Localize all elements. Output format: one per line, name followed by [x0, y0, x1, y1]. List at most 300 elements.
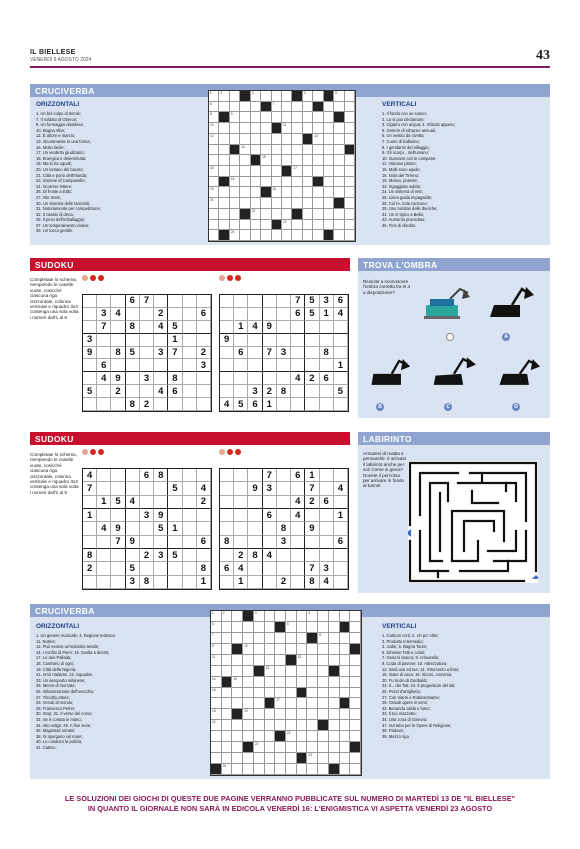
sudoku-cell[interactable] — [248, 562, 262, 575]
sudoku-cell[interactable] — [277, 295, 291, 308]
crossword-cell[interactable] — [219, 155, 229, 166]
crossword-cell[interactable] — [350, 633, 361, 644]
crossword-cell[interactable] — [232, 622, 243, 633]
crossword-cell[interactable] — [272, 145, 282, 156]
sudoku-cell[interactable] — [291, 385, 305, 398]
crossword-cell[interactable] — [307, 709, 318, 720]
crossword-cell[interactable] — [303, 155, 313, 166]
sudoku-cell[interactable] — [183, 321, 197, 334]
sudoku-cell[interactable] — [291, 549, 305, 562]
crossword-cell[interactable] — [292, 187, 302, 198]
crossword-cell[interactable] — [261, 91, 271, 102]
crossword-cell[interactable] — [324, 220, 334, 231]
crossword-cell[interactable] — [350, 720, 361, 731]
crossword-cell[interactable]: 5 — [211, 622, 222, 633]
crossword-cell[interactable] — [240, 123, 250, 134]
sudoku-1b-grid[interactable] — [219, 294, 349, 412]
sudoku-cell[interactable] — [168, 295, 182, 308]
crossword-cell[interactable] — [275, 709, 286, 720]
crossword-cell[interactable] — [303, 187, 313, 198]
crossword-cell[interactable] — [209, 220, 219, 231]
sudoku-cell[interactable] — [126, 359, 140, 372]
sudoku-cell[interactable] — [168, 536, 182, 549]
crossword-cell[interactable] — [240, 155, 250, 166]
crossword-cell[interactable] — [219, 102, 229, 113]
crossword-cell[interactable] — [243, 753, 254, 764]
crossword-2-grid[interactable] — [210, 610, 362, 776]
crossword-cell[interactable] — [350, 753, 361, 764]
crossword-cell[interactable]: 15 — [261, 155, 271, 166]
crossword-cell[interactable]: 9 — [211, 644, 222, 655]
crossword-cell[interactable] — [313, 145, 323, 156]
crossword-cell[interactable] — [251, 102, 261, 113]
sudoku-cell[interactable] — [111, 562, 125, 575]
sudoku-cell[interactable] — [334, 334, 348, 347]
crossword-cell[interactable]: 21 — [209, 198, 219, 209]
crossword-cell[interactable] — [261, 134, 271, 145]
sudoku-cell[interactable] — [277, 469, 291, 482]
sudoku-cell[interactable] — [291, 576, 305, 589]
crossword-cell[interactable] — [334, 155, 344, 166]
sudoku-cell[interactable] — [248, 359, 262, 372]
sudoku-cell[interactable] — [277, 482, 291, 495]
crossword-cell[interactable] — [254, 622, 265, 633]
sudoku-cell[interactable] — [263, 562, 277, 575]
crossword-cell[interactable]: 19 — [209, 187, 219, 198]
crossword-cell[interactable] — [275, 764, 286, 775]
crossword-cell[interactable] — [292, 198, 302, 209]
sudoku-cell[interactable] — [291, 536, 305, 549]
sudoku-cell[interactable] — [291, 398, 305, 411]
crossword-cell[interactable] — [243, 677, 254, 688]
crossword-cell[interactable] — [219, 134, 229, 145]
sudoku-cell[interactable] — [154, 482, 168, 495]
crossword-cell[interactable] — [286, 709, 297, 720]
sudoku-cell[interactable] — [126, 509, 140, 522]
sudoku-cell[interactable] — [234, 469, 248, 482]
crossword-cell[interactable] — [232, 655, 243, 666]
crossword-cell[interactable] — [313, 198, 323, 209]
crossword-cell[interactable] — [303, 198, 313, 209]
sudoku-cell[interactable] — [183, 496, 197, 509]
crossword-cell[interactable]: 6 — [209, 102, 219, 113]
sudoku-cell[interactable] — [220, 482, 234, 495]
crossword-cell[interactable] — [340, 764, 351, 775]
crossword-cell[interactable] — [222, 753, 233, 764]
crossword-cell[interactable] — [211, 731, 222, 742]
crossword-cell[interactable] — [329, 742, 340, 753]
crossword-cell[interactable] — [324, 209, 334, 220]
sudoku-cell[interactable] — [97, 347, 111, 360]
sudoku-cell[interactable] — [183, 385, 197, 398]
crossword-cell[interactable]: 12 — [297, 655, 308, 666]
sudoku-cell[interactable] — [277, 321, 291, 334]
crossword-cell[interactable] — [345, 102, 355, 113]
crossword-cell[interactable]: 11 — [282, 123, 292, 134]
crossword-cell[interactable] — [286, 720, 297, 731]
crossword-cell[interactable] — [307, 731, 318, 742]
crossword-cell[interactable] — [318, 655, 329, 666]
crossword-cell[interactable] — [340, 677, 351, 688]
crossword-cell[interactable] — [318, 611, 329, 622]
crossword-cell[interactable] — [230, 91, 240, 102]
crossword-cell[interactable] — [222, 655, 233, 666]
sudoku-cell[interactable] — [277, 562, 291, 575]
sudoku-cell[interactable] — [234, 295, 248, 308]
crossword-cell[interactable] — [318, 677, 329, 688]
crossword-cell[interactable] — [230, 220, 240, 231]
crossword-cell[interactable] — [292, 145, 302, 156]
sudoku-cell[interactable] — [220, 509, 234, 522]
sudoku-cell[interactable] — [234, 334, 248, 347]
crossword-cell[interactable] — [232, 764, 243, 775]
crossword-cell[interactable] — [251, 177, 261, 188]
crossword-cell[interactable] — [292, 112, 302, 123]
crossword-cell[interactable] — [240, 230, 250, 241]
sudoku-cell[interactable] — [220, 496, 234, 509]
sudoku-cell[interactable] — [168, 308, 182, 321]
sudoku-cell[interactable] — [183, 372, 197, 385]
crossword-cell[interactable] — [292, 177, 302, 188]
sudoku-cell[interactable] — [197, 372, 211, 385]
crossword-cell[interactable] — [286, 666, 297, 677]
crossword-cell[interactable] — [222, 731, 233, 742]
crossword-cell[interactable] — [232, 753, 243, 764]
crossword-cell[interactable] — [297, 720, 308, 731]
sudoku-cell[interactable] — [334, 398, 348, 411]
crossword-cell[interactable] — [265, 611, 276, 622]
crossword-cell[interactable] — [222, 742, 233, 753]
crossword-cell[interactable] — [275, 753, 286, 764]
crossword-cell[interactable] — [318, 666, 329, 677]
crossword-cell[interactable] — [297, 677, 308, 688]
sudoku-cell[interactable] — [248, 295, 262, 308]
crossword-cell[interactable] — [254, 709, 265, 720]
sudoku-cell[interactable] — [248, 372, 262, 385]
crossword-cell[interactable] — [230, 123, 240, 134]
sudoku-cell[interactable] — [248, 334, 262, 347]
sudoku-cell[interactable] — [197, 509, 211, 522]
crossword-cell[interactable] — [254, 698, 265, 709]
crossword-cell[interactable] — [230, 134, 240, 145]
crossword-cell[interactable] — [265, 677, 276, 688]
crossword-cell[interactable] — [318, 644, 329, 655]
crossword-cell[interactable] — [272, 112, 282, 123]
crossword-cell[interactable] — [240, 220, 250, 231]
sudoku-cell[interactable] — [220, 385, 234, 398]
sudoku-cell[interactable] — [320, 536, 334, 549]
crossword-cell[interactable] — [272, 230, 282, 241]
crossword-cell[interactable] — [334, 177, 344, 188]
crossword-cell[interactable] — [282, 155, 292, 166]
crossword-cell[interactable] — [345, 134, 355, 145]
crossword-cell[interactable] — [318, 709, 329, 720]
sudoku-cell[interactable] — [126, 372, 140, 385]
sudoku-cell[interactable] — [277, 549, 291, 562]
crossword-cell[interactable] — [329, 753, 340, 764]
sudoku-cell[interactable] — [168, 576, 182, 589]
crossword-cell[interactable] — [219, 220, 229, 231]
crossword-cell[interactable] — [282, 91, 292, 102]
crossword-cell[interactable] — [292, 134, 302, 145]
sudoku-cell[interactable] — [83, 295, 97, 308]
crossword-cell[interactable] — [329, 611, 340, 622]
sudoku-cell[interactable] — [111, 482, 125, 495]
sudoku-cell[interactable] — [140, 334, 154, 347]
crossword-cell[interactable] — [222, 622, 233, 633]
sudoku-cell[interactable] — [320, 359, 334, 372]
crossword-cell[interactable] — [334, 187, 344, 198]
crossword-cell[interactable]: 16 — [209, 166, 219, 177]
crossword-cell[interactable] — [251, 166, 261, 177]
crossword-cell[interactable] — [340, 731, 351, 742]
sudoku-cell[interactable] — [154, 562, 168, 575]
sudoku-cell[interactable] — [234, 308, 248, 321]
crossword-cell[interactable] — [329, 655, 340, 666]
crossword-cell[interactable] — [209, 230, 219, 241]
crossword-cell[interactable] — [232, 633, 243, 644]
crossword-cell[interactable] — [243, 720, 254, 731]
sudoku-cell[interactable] — [305, 385, 319, 398]
crossword-cell[interactable] — [286, 688, 297, 699]
crossword-cell[interactable] — [313, 187, 323, 198]
crossword-cell[interactable] — [334, 209, 344, 220]
crossword-cell[interactable] — [265, 709, 276, 720]
crossword-cell[interactable] — [232, 611, 243, 622]
crossword-cell[interactable] — [251, 230, 261, 241]
sudoku-cell[interactable] — [168, 398, 182, 411]
sudoku-cell[interactable] — [334, 496, 348, 509]
crossword-cell[interactable] — [313, 209, 323, 220]
crossword-cell[interactable]: 12 — [209, 134, 219, 145]
crossword-cell[interactable] — [313, 230, 323, 241]
sudoku-cell[interactable] — [263, 496, 277, 509]
crossword-cell[interactable] — [230, 102, 240, 113]
sudoku-cell[interactable] — [168, 469, 182, 482]
crossword-cell[interactable] — [261, 209, 271, 220]
crossword-cell[interactable]: 2 — [219, 91, 229, 102]
sudoku-cell[interactable] — [320, 482, 334, 495]
crossword-cell[interactable] — [292, 123, 302, 134]
crossword-cell[interactable] — [243, 688, 254, 699]
sudoku-cell[interactable] — [97, 398, 111, 411]
crossword-cell[interactable] — [254, 764, 265, 775]
crossword-cell[interactable] — [230, 209, 240, 220]
crossword-cell[interactable]: 10 — [243, 644, 254, 655]
sudoku-cell[interactable] — [83, 308, 97, 321]
sudoku-cell[interactable] — [168, 359, 182, 372]
crossword-cell[interactable] — [275, 666, 286, 677]
crossword-cell[interactable] — [243, 698, 254, 709]
sudoku-cell[interactable] — [220, 347, 234, 360]
crossword-cell[interactable] — [254, 677, 265, 688]
sudoku-cell[interactable] — [83, 576, 97, 589]
crossword-cell[interactable] — [251, 145, 261, 156]
crossword-cell[interactable] — [286, 677, 297, 688]
crossword-cell[interactable] — [345, 123, 355, 134]
sudoku-cell[interactable] — [305, 509, 319, 522]
sudoku-cell[interactable] — [248, 576, 262, 589]
crossword-cell[interactable] — [324, 166, 334, 177]
crossword-cell[interactable]: 17 — [292, 166, 302, 177]
crossword-cell[interactable] — [350, 655, 361, 666]
sudoku-cell[interactable] — [83, 372, 97, 385]
sudoku-cell[interactable] — [320, 509, 334, 522]
sudoku-cell[interactable] — [97, 469, 111, 482]
sudoku-cell[interactable] — [263, 308, 277, 321]
crossword-cell[interactable] — [232, 666, 243, 677]
sudoku-cell[interactable] — [126, 549, 140, 562]
crossword-cell[interactable] — [345, 220, 355, 231]
crossword-cell[interactable] — [272, 177, 282, 188]
crossword-cell[interactable]: 17 — [275, 698, 286, 709]
sudoku-cell[interactable] — [197, 385, 211, 398]
crossword-cell[interactable] — [334, 123, 344, 134]
crossword-cell[interactable]: 10 — [209, 123, 219, 134]
sudoku-cell[interactable] — [334, 469, 348, 482]
crossword-cell[interactable] — [345, 166, 355, 177]
crossword-cell[interactable] — [282, 198, 292, 209]
crossword-cell[interactable] — [275, 655, 286, 666]
crossword-cell[interactable]: 19 — [243, 709, 254, 720]
crossword-cell[interactable] — [303, 209, 313, 220]
crossword-cell[interactable] — [222, 644, 233, 655]
crossword-cell[interactable] — [211, 666, 222, 677]
crossword-cell[interactable] — [303, 177, 313, 188]
crossword-cell[interactable] — [286, 698, 297, 709]
crossword-cell[interactable] — [209, 155, 219, 166]
crossword-cell[interactable] — [340, 633, 351, 644]
sudoku-cell[interactable] — [248, 509, 262, 522]
crossword-cell[interactable] — [318, 764, 329, 775]
crossword-cell[interactable] — [209, 177, 219, 188]
sudoku-cell[interactable] — [183, 536, 197, 549]
crossword-cell[interactable] — [345, 177, 355, 188]
crossword-cell[interactable] — [261, 220, 271, 231]
crossword-cell[interactable] — [307, 720, 318, 731]
crossword-cell[interactable] — [329, 720, 340, 731]
sudoku-cell[interactable] — [140, 522, 154, 535]
crossword-cell[interactable] — [350, 666, 361, 677]
crossword-cell[interactable] — [219, 187, 229, 198]
sudoku-cell[interactable] — [320, 321, 334, 334]
crossword-cell[interactable] — [307, 698, 318, 709]
crossword-cell[interactable] — [211, 753, 222, 764]
crossword-cell[interactable] — [251, 134, 261, 145]
crossword-cell[interactable] — [324, 134, 334, 145]
sudoku-cell[interactable] — [277, 509, 291, 522]
crossword-cell[interactable] — [340, 753, 351, 764]
crossword-cell[interactable] — [254, 633, 265, 644]
crossword-cell[interactable] — [286, 633, 297, 644]
crossword-cell[interactable] — [261, 177, 271, 188]
crossword-cell[interactable] — [254, 644, 265, 655]
crossword-cell[interactable] — [261, 145, 271, 156]
sudoku-cell[interactable] — [248, 536, 262, 549]
crossword-cell[interactable] — [307, 622, 318, 633]
sudoku-cell[interactable] — [183, 509, 197, 522]
crossword-cell[interactable] — [292, 230, 302, 241]
sudoku-cell[interactable] — [111, 334, 125, 347]
sudoku-cell[interactable] — [140, 308, 154, 321]
crossword-cell[interactable] — [292, 155, 302, 166]
crossword-cell[interactable] — [297, 764, 308, 775]
crossword-cell[interactable]: 22 — [254, 742, 265, 753]
crossword-cell[interactable] — [350, 709, 361, 720]
sudoku-cell[interactable] — [126, 522, 140, 535]
crossword-cell[interactable] — [282, 102, 292, 113]
crossword-cell[interactable] — [350, 622, 361, 633]
sudoku-cell[interactable] — [220, 321, 234, 334]
crossword-cell[interactable]: 6 — [286, 622, 297, 633]
crossword-cell[interactable]: 15 — [232, 677, 243, 688]
crossword-cell[interactable]: 24 — [230, 230, 240, 241]
crossword-cell[interactable] — [292, 220, 302, 231]
sudoku-cell[interactable] — [320, 469, 334, 482]
crossword-cell[interactable] — [275, 688, 286, 699]
sudoku-cell[interactable] — [97, 576, 111, 589]
crossword-cell[interactable]: 5 — [334, 91, 344, 102]
crossword-cell[interactable] — [265, 764, 276, 775]
crossword-cell[interactable] — [211, 742, 222, 753]
sudoku-cell[interactable] — [97, 295, 111, 308]
sudoku-cell[interactable] — [154, 372, 168, 385]
crossword-cell[interactable] — [340, 666, 351, 677]
sudoku-cell[interactable] — [277, 398, 291, 411]
crossword-cell[interactable] — [318, 753, 329, 764]
sudoku-cell[interactable] — [140, 321, 154, 334]
crossword-cell[interactable] — [345, 91, 355, 102]
sudoku-cell[interactable] — [234, 536, 248, 549]
crossword-cell[interactable] — [329, 731, 340, 742]
crossword-cell[interactable] — [345, 155, 355, 166]
crossword-cell[interactable] — [219, 198, 229, 209]
crossword-cell[interactable] — [254, 720, 265, 731]
crossword-cell[interactable] — [219, 145, 229, 156]
sudoku-cell[interactable] — [154, 536, 168, 549]
crossword-cell[interactable] — [261, 198, 271, 209]
sudoku-cell[interactable] — [197, 321, 211, 334]
sudoku-cell[interactable] — [183, 295, 197, 308]
crossword-cell[interactable] — [324, 145, 334, 156]
crossword-cell[interactable] — [230, 155, 240, 166]
crossword-cell[interactable] — [307, 742, 318, 753]
sudoku-cell[interactable] — [140, 347, 154, 360]
crossword-cell[interactable] — [209, 209, 219, 220]
sudoku-cell[interactable] — [168, 562, 182, 575]
crossword-cell[interactable] — [313, 91, 323, 102]
sudoku-cell[interactable] — [320, 549, 334, 562]
sudoku-cell[interactable] — [126, 334, 140, 347]
crossword-cell[interactable] — [251, 198, 261, 209]
crossword-cell[interactable] — [329, 698, 340, 709]
crossword-cell[interactable] — [297, 666, 308, 677]
sudoku-cell[interactable] — [183, 549, 197, 562]
crossword-1-grid[interactable] — [208, 90, 356, 242]
sudoku-cell[interactable] — [197, 549, 211, 562]
crossword-cell[interactable] — [318, 688, 329, 699]
crossword-cell[interactable] — [286, 764, 297, 775]
crossword-cell[interactable] — [318, 622, 329, 633]
maze-image[interactable] — [408, 461, 538, 583]
sudoku-cell[interactable] — [334, 576, 348, 589]
sudoku-cell[interactable] — [183, 576, 197, 589]
sudoku-cell[interactable] — [111, 509, 125, 522]
crossword-cell[interactable] — [232, 731, 243, 742]
sudoku-cell[interactable] — [291, 562, 305, 575]
crossword-cell[interactable] — [324, 155, 334, 166]
crossword-cell[interactable] — [275, 633, 286, 644]
